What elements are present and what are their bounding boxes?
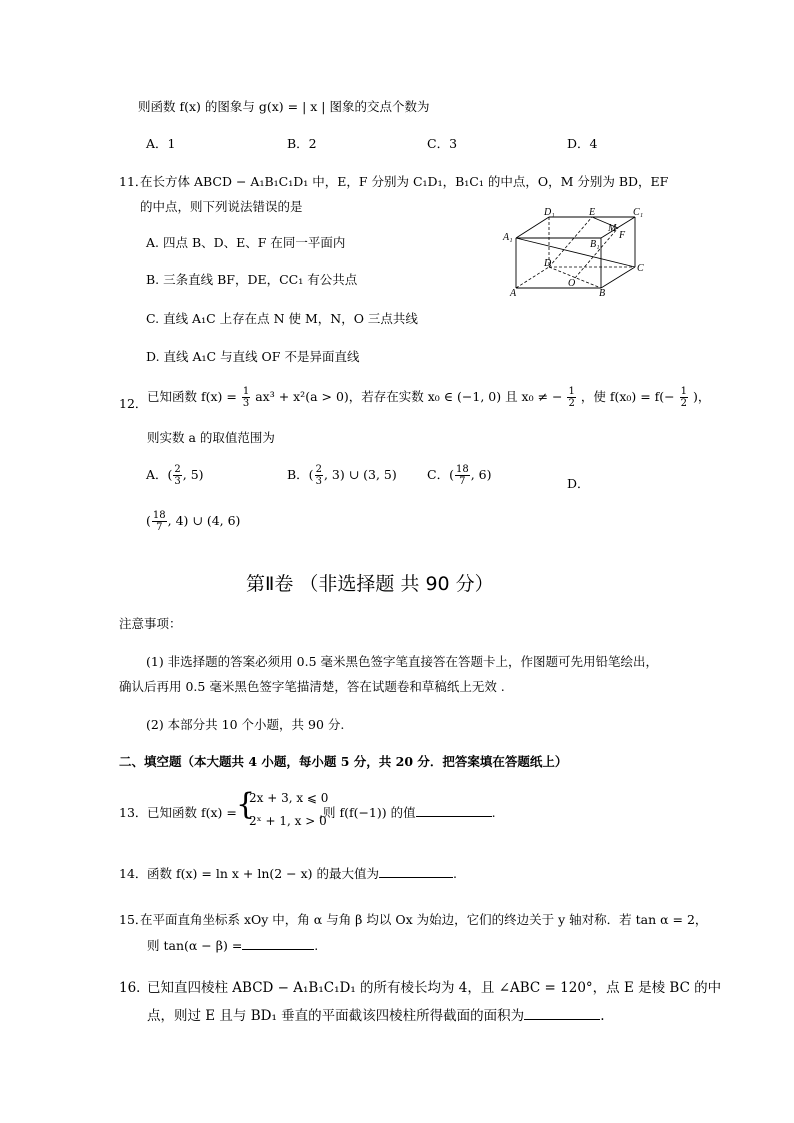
- q14-end: .: [453, 866, 457, 881]
- q13-prefix: 已知函数 f(x) =: [147, 805, 237, 820]
- fig-label-a1: A₁: [503, 232, 513, 243]
- q13-suffix-text: ,则 f(f(−1)) 的值: [319, 805, 416, 820]
- q15-end: .: [314, 938, 319, 953]
- notes-item2: (2) 本部分共 10 个小题，共 90 分.: [146, 717, 345, 732]
- q12-frac-1-2-b: [680, 386, 688, 409]
- frac-numerator: 2: [315, 464, 322, 475]
- q12-option-d: [146, 510, 240, 533]
- q11-option-a: A. 四点 B、D、E、F 在同一平面内: [146, 235, 346, 250]
- notes-heading: 注意事项：: [119, 616, 182, 631]
- frac-numerator: 18: [455, 464, 469, 475]
- q13-brace: {: [236, 787, 256, 822]
- fig-label-b1: B₁: [590, 239, 600, 250]
- q11-stem-line1: 在长方体 ABCD − A₁B₁C₁D₁ 中，E，F 分别为 C₁D₁，B₁C₁ 的中点，O，M 分别为 BD，EF: [140, 174, 669, 189]
- q14-stem: [147, 864, 457, 882]
- q11-stem-line2: 的中点，则下列说法错误的是: [140, 199, 303, 214]
- q12-part-b: ax³ + x²(a > 0)，若存在实数 x₀ ∈ (−1, 0) 且 x₀ ≠ −: [255, 389, 563, 404]
- q12-option-a: [146, 464, 204, 487]
- frac-numerator: 1: [242, 386, 250, 397]
- q10-stem: 则函数 f(x) 的图象与 g(x) = | x | 图象的交点个数为: [138, 99, 430, 114]
- fig-label-b: B: [599, 288, 606, 299]
- q16-line1: 已知直四棱柱 ABCD − A₁B₁C₁D₁ 的所有棱长均为 4，且 ∠ABC = 120°，点 E 是棱 BC 的中: [147, 980, 722, 996]
- fig-label-m: M: [608, 223, 617, 234]
- frac-denominator: 3: [315, 476, 322, 487]
- q12-option-d-frac: [152, 510, 167, 533]
- q14-number: 14．: [119, 866, 148, 881]
- q12-option-c: [427, 464, 491, 487]
- frac-numerator: 1: [568, 386, 575, 397]
- notes-item1-line2: 确认后再用 0.5 毫米黑色签字笔描清楚，答在试题卷和草稿纸上无效 .: [119, 679, 505, 694]
- q12-option-d-label: D．: [567, 476, 590, 491]
- q15-line2: [147, 936, 318, 954]
- q16-end: .: [600, 1008, 605, 1024]
- q12-frac-1-2-a: [567, 386, 575, 409]
- q12-option-c-tail: , 6): [470, 467, 492, 482]
- q15-line2-text: 则 tan(α − β) =: [147, 938, 243, 953]
- q10-option-c: C．3: [427, 136, 458, 151]
- fig-label-a: A: [510, 288, 517, 299]
- frac-numerator: 2: [174, 464, 181, 475]
- q12-number: 12．: [119, 396, 148, 411]
- q13-end: .: [491, 805, 496, 820]
- fig-label-c: C: [637, 263, 644, 274]
- q13-answer-blank[interactable]: [416, 816, 492, 817]
- q12-option-a-tail: , 5): [182, 467, 204, 482]
- q15-number: 15．: [119, 912, 148, 927]
- q12-option-a-label: A．(: [146, 467, 173, 482]
- q13-case1: 2x + 3, x ⩽ 0: [249, 791, 329, 805]
- frac-denominator: 2: [680, 398, 688, 409]
- fig-label-d1: D₁: [544, 207, 555, 218]
- q12-option-d-open: (: [146, 513, 151, 528]
- q12-option-b: [287, 464, 397, 487]
- q10-option-b: B．2: [287, 136, 317, 151]
- fig-label-f: F: [619, 230, 626, 241]
- q16-line2-text: 点，则过 E 且与 BD₁ 垂直的平面截该四棱柱所得截面的面积为: [147, 1008, 525, 1024]
- frac-numerator: 18: [152, 510, 166, 521]
- q10-option-a: A．1: [146, 136, 176, 151]
- notes-item1-line1: (1) 非选择题的答案必须用 0.5 毫米黑色签字笔直接答在答题卡上，作图题可先用铅笔绘出，: [146, 654, 659, 669]
- frac-denominator: 3: [174, 476, 181, 487]
- q13-case2: 2ˣ + 1, x > 0: [249, 814, 327, 828]
- q12-option-c-label: C．(: [427, 467, 454, 482]
- q10-option-d: D．4: [567, 136, 598, 151]
- q12-option-a-frac: [173, 464, 181, 487]
- q16-answer-blank[interactable]: [524, 1019, 600, 1020]
- frac-numerator: 1: [680, 386, 688, 397]
- q11-number: 11．: [119, 174, 148, 189]
- q12-option-b-label: B．(: [287, 467, 314, 482]
- section-title: 第Ⅱ卷 （非选择题 共 90 分）: [246, 573, 494, 595]
- fig-label-d: D: [544, 258, 552, 269]
- q11-cuboid-figure: [500, 200, 650, 300]
- q12-stem-line1: [147, 386, 710, 409]
- frac-denominator: 7: [156, 522, 163, 533]
- q12-frac-1-3: [242, 386, 250, 409]
- q11-option-d: D. 直线 A₁C 与直线 OF 不是异面直线: [146, 349, 360, 364]
- frac-denominator: 2: [568, 398, 575, 409]
- q12-option-d-tail: , 4) ∪ (4, 6): [167, 513, 241, 528]
- q14-answer-blank[interactable]: [379, 877, 453, 878]
- q12-option-b-frac: [315, 464, 323, 487]
- frac-denominator: 3: [242, 398, 250, 409]
- fig-label-o: O: [568, 278, 576, 289]
- fig-label-c1: C₁: [633, 207, 644, 218]
- q13-suffix: [319, 803, 496, 821]
- q11-option-b: B. 三条直线 BF，DE，CC₁ 有公共点: [146, 272, 358, 287]
- fig-label-e: E: [589, 207, 596, 218]
- q12-part-d: )，: [693, 389, 711, 404]
- q15-line1: 在平面直角坐标系 xOy 中，角 α 与角 β 均以 Ox 为始边，它们的终边关于 y 轴对称．若 tan α = 2，: [140, 912, 708, 927]
- q12-option-c-frac: [455, 464, 470, 487]
- q16-line2: [147, 1004, 604, 1024]
- q13-number: 13．: [119, 805, 148, 820]
- q15-answer-blank[interactable]: [242, 949, 314, 950]
- fill-in-heading: 二、填空题（本大题共 4 小题，每小题 5 分，共 20 分．把答案填在答题纸上）: [119, 754, 568, 769]
- q11-option-c: C. 直线 A₁C 上存在点 N 使 M，N，O 三点共线: [146, 311, 418, 326]
- q12-stem-line2: 则实数 a 的取值范围为: [147, 430, 275, 445]
- q16-number: 16．: [119, 980, 150, 996]
- q12-part-c: ，使 f(x₀) = f(−: [580, 389, 675, 404]
- q12-option-b-tail: , 3) ∪ (3, 5): [323, 467, 397, 482]
- q12-part-a: 已知函数 f(x) =: [147, 389, 237, 404]
- q14-text: 函数 f(x) = ln x + ln(2 − x) 的最大值为: [147, 866, 380, 881]
- frac-denominator: 7: [459, 476, 466, 487]
